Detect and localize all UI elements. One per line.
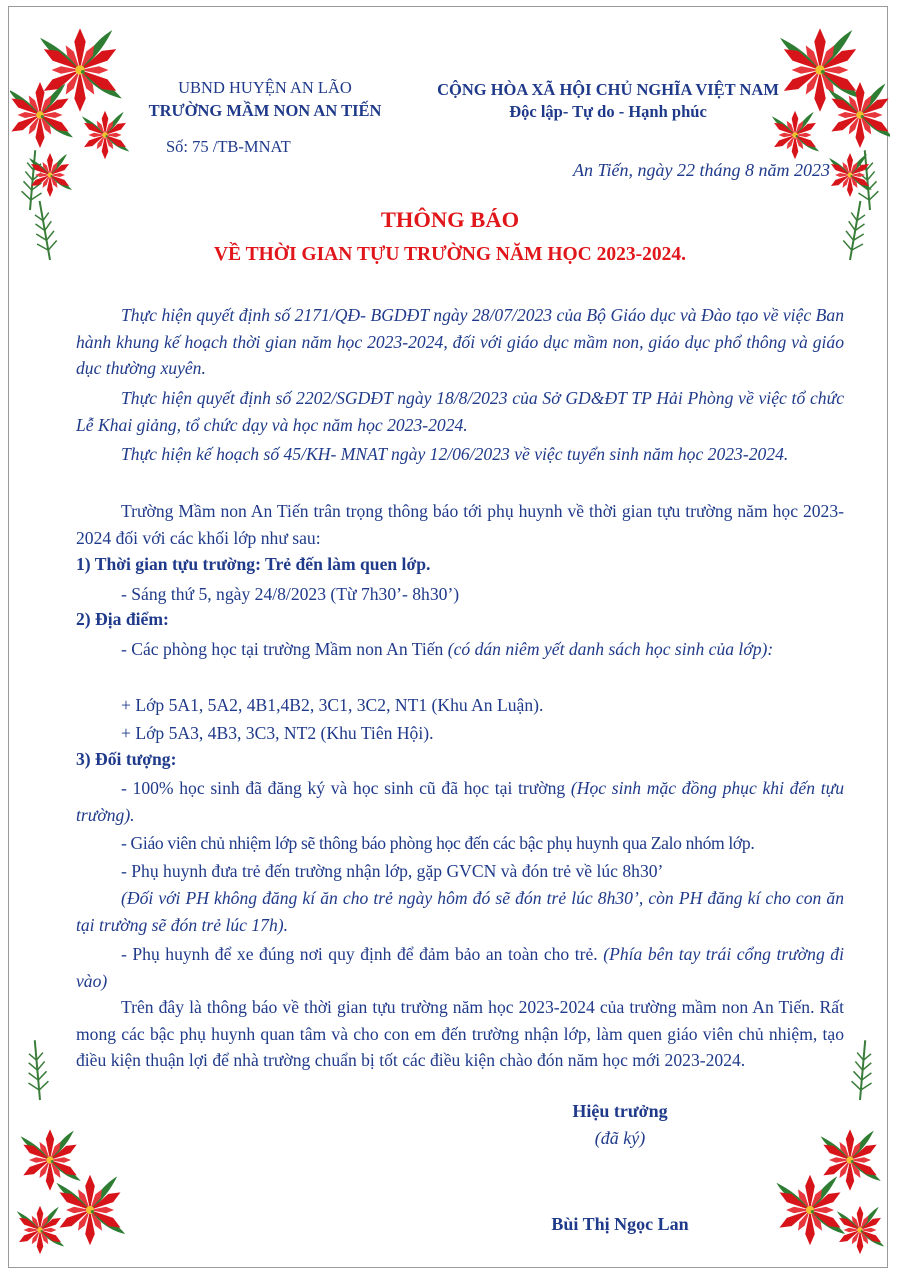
section-2-item-3: + Lớp 5A3, 4B3, 3C3, NT2 (Khu Tiên Hội). bbox=[121, 723, 434, 743]
section-3-item-4: - Phụ huynh để xe đúng nơi quy định để đảm bảo an toàn cho trẻ. (Phía bên tay trái cổng trường đi vào) bbox=[76, 944, 844, 991]
section-2-item-1: - Các phòng học tại trường Mầm non An Tiến (có dán niêm yết danh sách học sinh của lớp): bbox=[121, 639, 774, 659]
document-number: Số: 75 /TB-MNAT bbox=[166, 137, 291, 156]
section-3-item-3-note: (Đối với PH không đăng kí ăn cho trẻ ngày hôm đó sẽ đón trẻ lúc 8h30’, còn PH đăng kí cho con ăn tại trường sẽ đón trẻ lúc 17h). bbox=[76, 888, 844, 935]
intro-paragraph-4: Trường Mầm non An Tiến trân trọng thông báo tới phụ huynh về thời gian tựu trường năm học 2023-2024 đối với các khối lớp như sau: bbox=[76, 501, 844, 548]
issuer-agency: UBND HUYỆN AN LÃO bbox=[178, 78, 352, 97]
national-title: CỘNG HÒA XÃ HỘI CHỦ NGHĨA VIỆT NAM bbox=[437, 80, 779, 99]
national-motto: Độc lập- Tự do - Hạnh phúc bbox=[509, 102, 707, 121]
section-1-heading: 1) Thời gian tựu trường: Trẻ đến làm quen lớp. bbox=[76, 554, 431, 574]
section-3-item-3: - Phụ huynh đưa trẻ đến trường nhận lớp, gặp GVCN và đón trẻ về lúc 8h30’ bbox=[121, 861, 664, 881]
intro-paragraph-2: Thực hiện quyết định số 2202/SGDĐT ngày 18/8/2023 của Sở GD&ĐT TP Hải Phòng về việc tổ chức Lễ Khai giảng, tổ chức dạy và học năm học 2023-2024. bbox=[76, 388, 844, 435]
signed-note: (đã ký) bbox=[594, 1128, 646, 1148]
section-2-item-2: + Lớp 5A1, 5A2, 4B1,4B2, 3C1, 3C2, NT1 (Khu An Luận). bbox=[121, 695, 544, 715]
section-1-item: - Sáng thứ 5, ngày 24/8/2023 (Từ 7h30’- 8h30’) bbox=[121, 584, 460, 604]
section-2-heading: 2) Địa điểm: bbox=[76, 609, 169, 629]
closing-paragraph: Trên đây là thông báo về thời gian tựu trường năm học 2023-2024 của trường mầm non An Tiến. Rất mong các bậc phụ huynh quan tâm và cho con em đến trường nhận lớp, làm quen giáo viên chủ nhiệm, tạo điều kiện thuận lợi để nhà trường chuẩn bị tốt các điều kiện chào đón năm học mới 2023-2024. bbox=[76, 997, 844, 1070]
section-3-item-1: - 100% học sinh đã đăng ký và học sinh cũ đã học tại trường (Học sinh mặc đồng phục khi đến tựu trường). bbox=[76, 778, 844, 825]
document-title: THÔNG BÁO bbox=[380, 207, 520, 232]
section-3-item-2: - Giáo viên chủ nhiệm lớp sẽ thông báo phòng học đến các bậc phụ huynh qua Zalo nhóm lớp. bbox=[121, 833, 755, 853]
intro-paragraph-3: Thực hiện kế hoạch số 45/KH- MNAT ngày 12/06/2023 về việc tuyển sinh năm học 2023-2024. bbox=[121, 444, 789, 464]
section-3-heading: 3) Đối tượng: bbox=[76, 749, 177, 769]
signer-name: Bùi Thị Ngọc Lan bbox=[551, 1214, 689, 1234]
signer-role: Hiệu trưởng bbox=[572, 1101, 668, 1121]
intro-paragraph-1: Thực hiện quyết định số 2171/QĐ- BGDĐT ngày 28/07/2023 của Bộ Giáo dục và Đào tạo về việc Ban hành khung kế hoạch thời gian năm học 2023-2024, đối với giáo dục mầm non, giáo dục phổ thông và giáo dục thường xuyên. bbox=[76, 305, 844, 378]
issue-date: An Tiến, ngày 22 tháng 8 năm 2023 bbox=[573, 160, 830, 180]
issuer-school: TRƯỜNG MẦM NON AN TIẾN bbox=[148, 101, 382, 120]
document-subtitle: VỀ THỜI GIAN TỰU TRƯỜNG NĂM HỌC 2023-2024. bbox=[214, 244, 686, 265]
